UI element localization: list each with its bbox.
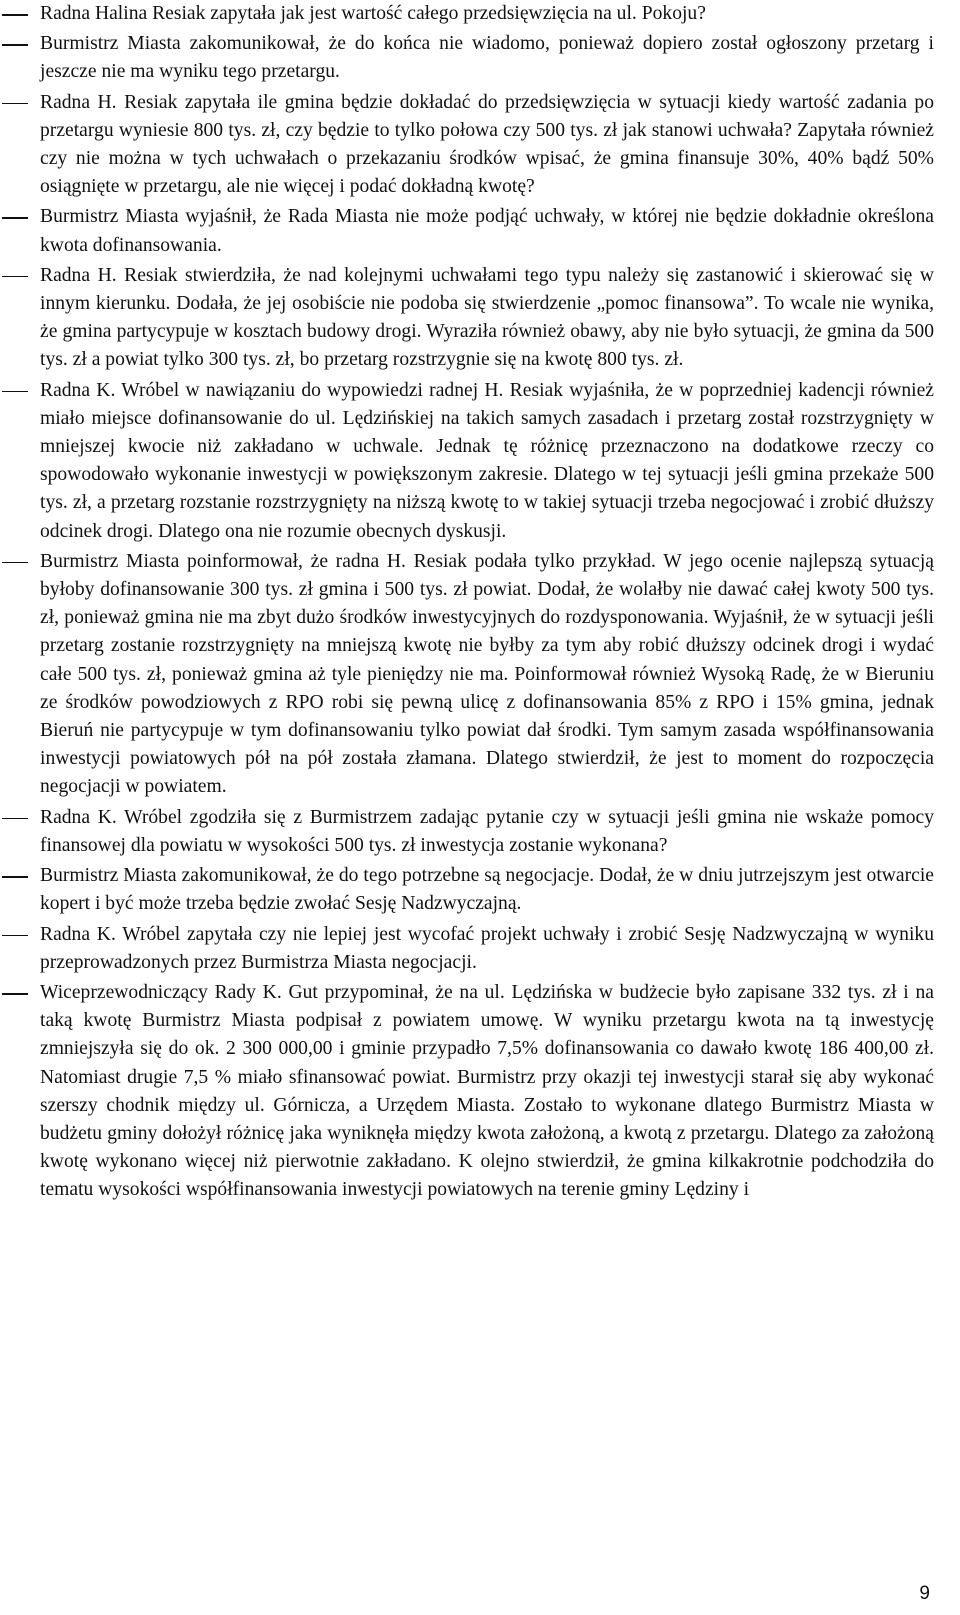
paragraph [40,30,934,86]
paragraph-text: Radna H. Resiak stwierdziła, że nad kolejnymi uchwałami tego typu należy się zastanowić i skierować się w innym kierunku. Dodała, że jej osobiście nie podoba się stwierdzenie „pomoc finansowa”. To wcale nie wynika, że gmina partycypuje w kosztach budowy drogi. Wyraziła również obawy, aby nie było sytuacji, że gmina da 500 tys. zł a powiat tylko 300 tys. zł, bo przetarg rozstrzygnie się na kwotę 800 tys. zł. [40,264,934,371]
paragraph [40,0,934,28]
paragraph-text: Radna K. Wróbel zapytała czy nie lepiej jest wycofać projekt uchwały i zrobić Sesję Nadzwyczajną w wyniku przeprowadzonych przez Burmistrza Miasta negocjacji. [40,923,934,973]
dash-bullet-icon [2,30,28,58]
paragraph-text: Radna K. Wróbel zgodziła się z Burmistrzem zadając pytanie czy w sytuacji jeśli gmina nie wskaże pomocy finansowej dla powiatu w wysokości 500 tys. zł inwestycja zostanie wykonana? [40,806,934,856]
paragraph [40,377,934,546]
paragraph [40,921,934,977]
document-body [40,0,934,1207]
paragraph-text: Burmistrz Miasta zakomunikował, że do końca nie wiadomo, ponieważ dopiero został ogłoszony przetarg i jeszcze nie ma wyniku tego przetargu. [40,33,934,83]
paragraph [40,979,934,1205]
paragraph [40,862,934,918]
dash-bullet-icon [2,804,28,832]
dash-bullet-icon [2,203,28,231]
paragraph [40,262,934,375]
paragraph-text: Burmistrz Miasta poinformował, że radna H. Resiak podała tylko przykład. W jego ocenie najlepszą sytuacją byłoby dofinansowanie 300 tys. zł gmina i 500 tys. zł powiat. Dodał, że wolałby nie dawać całej kwoty 500 tys. zł, ponieważ gmina nie ma zbyt dużo środków inwestycyjnych do rozdysponowania. Wyjaśnił, że w sytuacji jeśli przetarg zostanie rozstrzygnięty na mniejszą kwotę nie byłby za tym aby robić dłuższy odcinek drogi i wydać całe 500 tys. zł, ponieważ gmina aż tyle pieniędzy nie ma. Poinformował również Wysoką Radę, że w Bieruniu ze środków powodziowych z RPO robi się pewną ulicę z dofinansowania 85% z RPO i 15% gmina, jednak Bieruń nie partycypuje w tym dofinansowaniu tylko powiat dał środki. Tym samym zasada współfinansowania inwestycji powiatowych pół na pół została złamana. Dlatego stwierdził, że jest to moment do rozpoczęcia negocjacji w powiatem. [40,550,934,798]
dash-bullet-icon [2,262,28,290]
dash-bullet-icon [2,0,28,28]
paragraph-text: Radna Halina Resiak zapytała jak jest wartość całego przedsięwzięcia na ul. Pokoju? [40,3,706,24]
paragraph-text: Radna H. Resiak zapytała ile gmina będzie dokładać do przedsięwzięcia w sytuacji kiedy wartość zadania po przetargu wyniesie 800 tys. zł, czy będzie to tylko połowa czy 500 tys. zł jak stanowi uchwała? Zapytała również czy nie można w tych uchwałach o przekazaniu środków wpisać, że gmina finansuje 30%, 40% bądź 50% osiągnięte w przetargu, ale nie więcej i podać dokładną kwotę? [40,91,934,198]
paragraph [40,804,934,860]
page-number: 9 [919,1583,930,1604]
paragraph [40,89,934,202]
dash-bullet-icon [2,921,28,949]
dash-bullet-icon [2,89,28,117]
dash-bullet-icon [2,548,28,576]
paragraph [40,548,934,802]
paragraph [40,203,934,259]
dash-bullet-icon [2,979,28,1007]
dash-bullet-icon [2,377,28,405]
paragraph-text: Radna K. Wróbel w nawiązaniu do wypowiedzi radnej H. Resiak wyjaśniła, że w poprzedniej kadencji również miało miejsce dofinansowanie do ul. Lędzińskiej na takich samych zasadach i przetarg został rozstrzygnięty w mniejszej kwocie niż zakładano w uchwale. Jednak tę różnicę przeznaczono na dodatkowe rzeczy co spowodowało wykonanie inwestycji w powiększonym zakresie. Dlatego w tej sytuacji jeśli gmina przekaże 500 tys. zł, a przetarg rozstanie rozstrzygnięty na niższą kwotę to w takiej sytuacji trzeba negocjować i zrobić dłuższy odcinek drogi. Dlatego ona nie rozumie obecnych dyskusji. [40,379,934,542]
paragraph-text: Wiceprzewodniczący Rady K. Gut przypominał, że na ul. Lędzińska w budżecie było zapisane 332 tys. zł i na taką kwotę Burmistrz Miasta podpisał z powiatem umowę. W wyniku przetargu kwota na tą inwestycję zmniejszyła się do ok. 2 300 000,00 i gminie przypadło 7,5% dofinansowania co dawało kwotę 186 400,00 zł. Natomiast drugie 7,5 % miało sfinansować powiat. Burmistrz przy okazji tej inwestycji starał się aby wykonać szerszy chodnik między ul. Górnicza, a Urzędem Miasta. Zostało to wykonane dlatego Burmistrz Miasta w budżetu gminy dołożył różnicę jaka wyniknęła między kwota założoną, a kwotą z przetargu. Dlatego za założoną kwotę wykonano więcej niż pierwotnie zakładano. K olejno stwierdził, że gmina kilkakrotnie podchodziła do tematu wysokości współfinansowania inwestycji powiatowych na terenie gminy Lędziny i [40,981,934,1201]
paragraph-text: Burmistrz Miasta zakomunikował, że do tego potrzebne są negocjacje. Dodał, że w dniu jutrzejszym jest otwarcie kopert i być może trzeba będzie zwołać Sesję Nadzwyczajną. [40,865,934,915]
paragraph-text: Burmistrz Miasta wyjaśnił, że Rada Miasta nie może podjąć uchwały, w której nie będzie dokładnie określona kwota dofinansowania. [40,206,934,256]
dash-bullet-icon [2,862,28,890]
